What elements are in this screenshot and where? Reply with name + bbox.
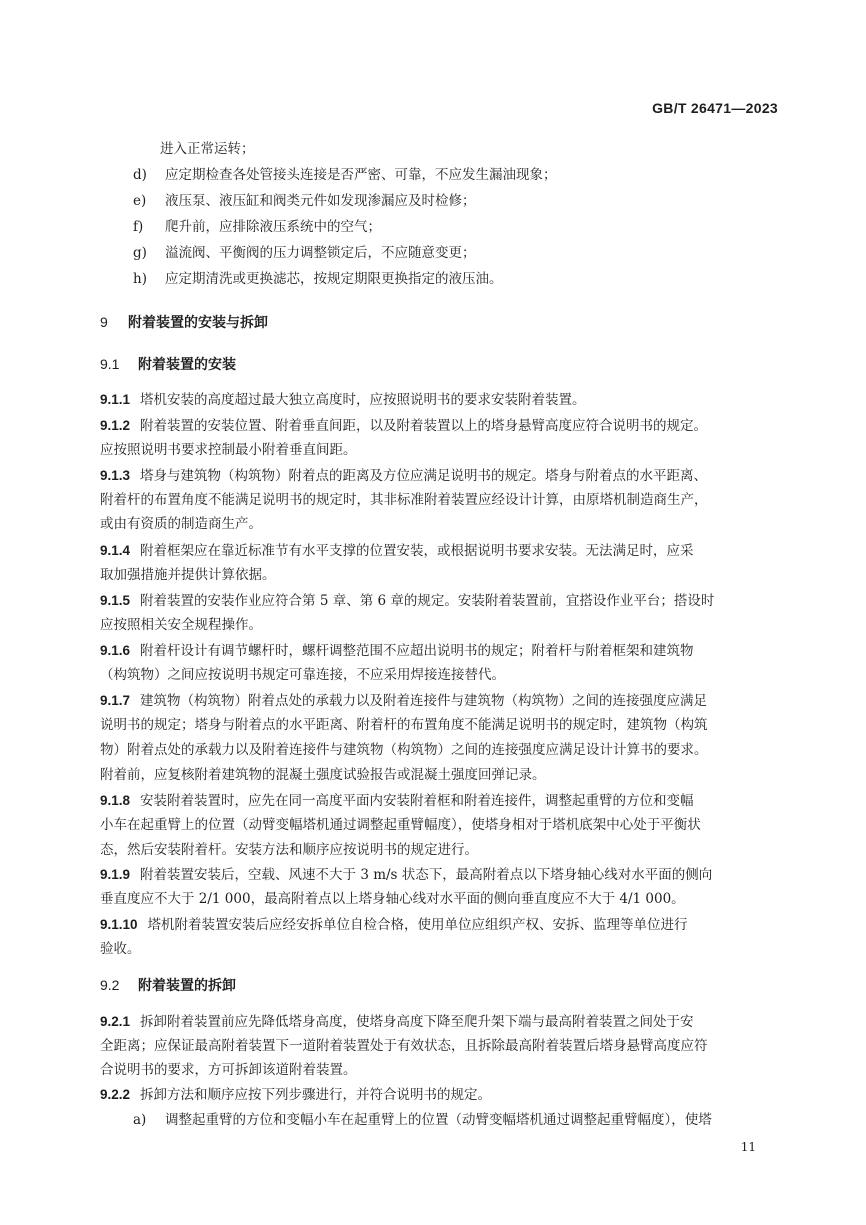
clause-text-line: （构筑物）之间应按说明书规定可靠连接，不应采用焊接连接替代。 bbox=[100, 667, 505, 683]
clause-9-1-6 bbox=[100, 641, 694, 661]
list-label: g) bbox=[133, 245, 147, 261]
clause-9-1-2 bbox=[100, 416, 707, 436]
clause-9-1-1 bbox=[100, 390, 586, 410]
clause-text-line: 物）附着点处的承载力以及附着连接件与建筑物（构筑物）之间的连接强度应满足设计计算书的要求。 bbox=[100, 742, 708, 758]
clause-number: 9.1.6 bbox=[100, 643, 131, 658]
clause-9-1-5 bbox=[100, 591, 714, 611]
section-heading-9-1 bbox=[100, 354, 236, 374]
clause-text-line: 应按照相关安全规程操作。 bbox=[100, 617, 262, 633]
clause-text: 附着装置安装后，空载、风速不大于 3 m/s 状态下，最高附着点以下塔身轴心线对水平面的侧向 bbox=[140, 867, 713, 883]
clause-number: 9.1.8 bbox=[100, 793, 131, 808]
clause-text-line: 合说明书的要求，方可拆卸该道附着装置。 bbox=[100, 1062, 357, 1078]
clause-number: 9.1.5 bbox=[100, 593, 131, 608]
clause-text: 塔身与建筑物（构筑物）附着点的距离及方位应满足说明书的规定。塔身与附着点的水平距离、 bbox=[140, 468, 708, 484]
clause-text-line: 验收。 bbox=[100, 941, 141, 957]
section-title: 附着装置的拆卸 bbox=[138, 977, 236, 993]
clause-text-line: 垂直度应不大于 2/1 000，最高附着点以上塔身轴心线对水平面的侧向垂直度应不大于 4/1 000。 bbox=[100, 891, 685, 907]
clause-9-1-10 bbox=[100, 915, 688, 935]
clause-text-line: 小车在起重臂上的位置（动臂变幅塔机通过调整起重臂幅度），使塔身相对于塔机底架中心处于平衡状 bbox=[100, 817, 701, 833]
clause-text: 附着框架应在靠近标准节有水平支撑的位置安装，或根据说明书要求安装。无法满足时，应采 bbox=[140, 543, 694, 559]
list-label: f) bbox=[133, 219, 144, 235]
list-label: d) bbox=[133, 167, 147, 183]
continued-list-text: 进入正常运转； bbox=[160, 141, 255, 157]
list-label: h) bbox=[133, 271, 147, 287]
section-number: 9 bbox=[100, 314, 108, 330]
section-title: 附着装置的安装 bbox=[138, 356, 236, 372]
clause-number: 9.1.7 bbox=[100, 693, 131, 708]
clause-9-1-3 bbox=[100, 466, 707, 486]
clause-9-2-1 bbox=[100, 1012, 694, 1032]
standard-code: GB/T 26471—2023 bbox=[652, 100, 778, 116]
list-text: 应定期清洗或更换滤芯，按规定期限更换指定的液压油。 bbox=[165, 271, 503, 287]
clause-text: 附着装置的安装作业应符合第 5 章、第 6 章的规定。安装附着装置前，宜搭设作业平台；搭设时 bbox=[140, 593, 715, 609]
page-number: 11 bbox=[740, 1140, 756, 1154]
section-title: 附着装置的安装与拆卸 bbox=[128, 314, 268, 330]
clause-number: 9.2.2 bbox=[100, 1087, 131, 1102]
clause-number: 9.1.2 bbox=[100, 418, 131, 433]
list-label: a) bbox=[133, 1112, 147, 1128]
clause-text-line: 应按照说明书要求控制最小附着垂直间距。 bbox=[100, 442, 357, 458]
list-text: 溢流阀、平衡阀的压力调整锁定后，不应随意变更； bbox=[165, 245, 476, 261]
list-text: 应定期检查各处管接头连接是否严密、可靠，不应发生漏油现象； bbox=[165, 167, 557, 183]
clause-text-line: 态，然后安装附着杆。安装方法和顺序应按说明书的规定进行。 bbox=[100, 842, 478, 858]
clause-text: 建筑物（构筑物）附着点处的承载力以及附着连接件与建筑物（构筑物）之间的连接强度应满足 bbox=[140, 693, 708, 709]
clause-9-2-2 bbox=[100, 1085, 491, 1105]
clause-number: 9.1.4 bbox=[100, 543, 131, 558]
clause-9-1-8 bbox=[100, 791, 694, 811]
clause-text-line: 取加强措施并提供计算依据。 bbox=[100, 567, 276, 583]
clause-number: 9.1.3 bbox=[100, 468, 131, 483]
clause-text-line: 说明书的规定；塔身与附着点的水平距离、附着杆的布置角度不能满足说明书的规定时，建筑物（构筑 bbox=[100, 717, 708, 733]
clause-number: 9.2.1 bbox=[100, 1014, 131, 1029]
section-number: 9.1 bbox=[100, 356, 120, 372]
clause-text: 塔机附着装置安装后应经安拆单位自检合格，使用单位应组织产权、安拆、监理等单位进行 bbox=[147, 917, 688, 933]
clause-9-1-4 bbox=[100, 541, 694, 561]
list-label: e) bbox=[133, 193, 147, 209]
list-text: 爬升前，应排除液压系统中的空气； bbox=[165, 219, 381, 235]
clause-text: 拆卸方法和顺序应按下列步骤进行，并符合说明书的规定。 bbox=[140, 1087, 492, 1103]
clause-9-1-9 bbox=[100, 865, 712, 885]
clause-text: 拆卸附着装置前应先降低塔身高度，使塔身高度下降至爬升架下端与最高附着装置之间处于安 bbox=[140, 1014, 694, 1030]
list-text: 液压泵、液压缸和阀类元件如发现渗漏应及时检修； bbox=[165, 193, 476, 209]
section-number: 9.2 bbox=[100, 977, 120, 993]
clause-text: 附着装置的安装位置、附着垂直间距，以及附着装置以上的塔身悬臂高度应符合说明书的规定。 bbox=[140, 418, 708, 434]
list-text: 调整起重臂的方位和变幅小车在起重臂上的位置（动臂变幅塔机通过调整起重臂幅度），使塔 bbox=[165, 1112, 712, 1128]
clause-text: 安装附着装置时，应先在同一高度平面内安装附着框和附着连接件，调整起重臂的方位和变幅 bbox=[140, 793, 694, 809]
clause-text-line: 全距离；应保证最高附着装置下一道附着装置处于有效状态，且拆除最高附着装置后塔身悬臂高度应符 bbox=[100, 1038, 708, 1054]
clause-text-line: 附着杆的布置角度不能满足说明书的规定时，其非标准附着装置应经设计计算，由原塔机制造商生产， bbox=[100, 492, 708, 508]
section-heading-9-2 bbox=[100, 975, 236, 995]
clause-number: 9.1.9 bbox=[100, 867, 131, 882]
clause-text-line: 或由有资质的制造商生产。 bbox=[100, 516, 262, 532]
clause-9-1-7 bbox=[100, 691, 707, 711]
clause-text-line: 附着前，应复核附着建筑物的混凝土强度试验报告或混凝土强度回弹记录。 bbox=[100, 767, 546, 783]
clause-text: 塔机安装的高度超过最大独立高度时，应按照说明书的要求安装附着装置。 bbox=[140, 392, 586, 408]
section-heading-9 bbox=[100, 312, 268, 332]
clause-text: 附着杆设计有调节螺杆时，螺杆调整范围不应超出说明书的规定；附着杆与附着框架和建筑物 bbox=[140, 643, 694, 659]
clause-number: 9.1.1 bbox=[100, 392, 131, 407]
clause-number: 9.1.10 bbox=[100, 917, 138, 932]
